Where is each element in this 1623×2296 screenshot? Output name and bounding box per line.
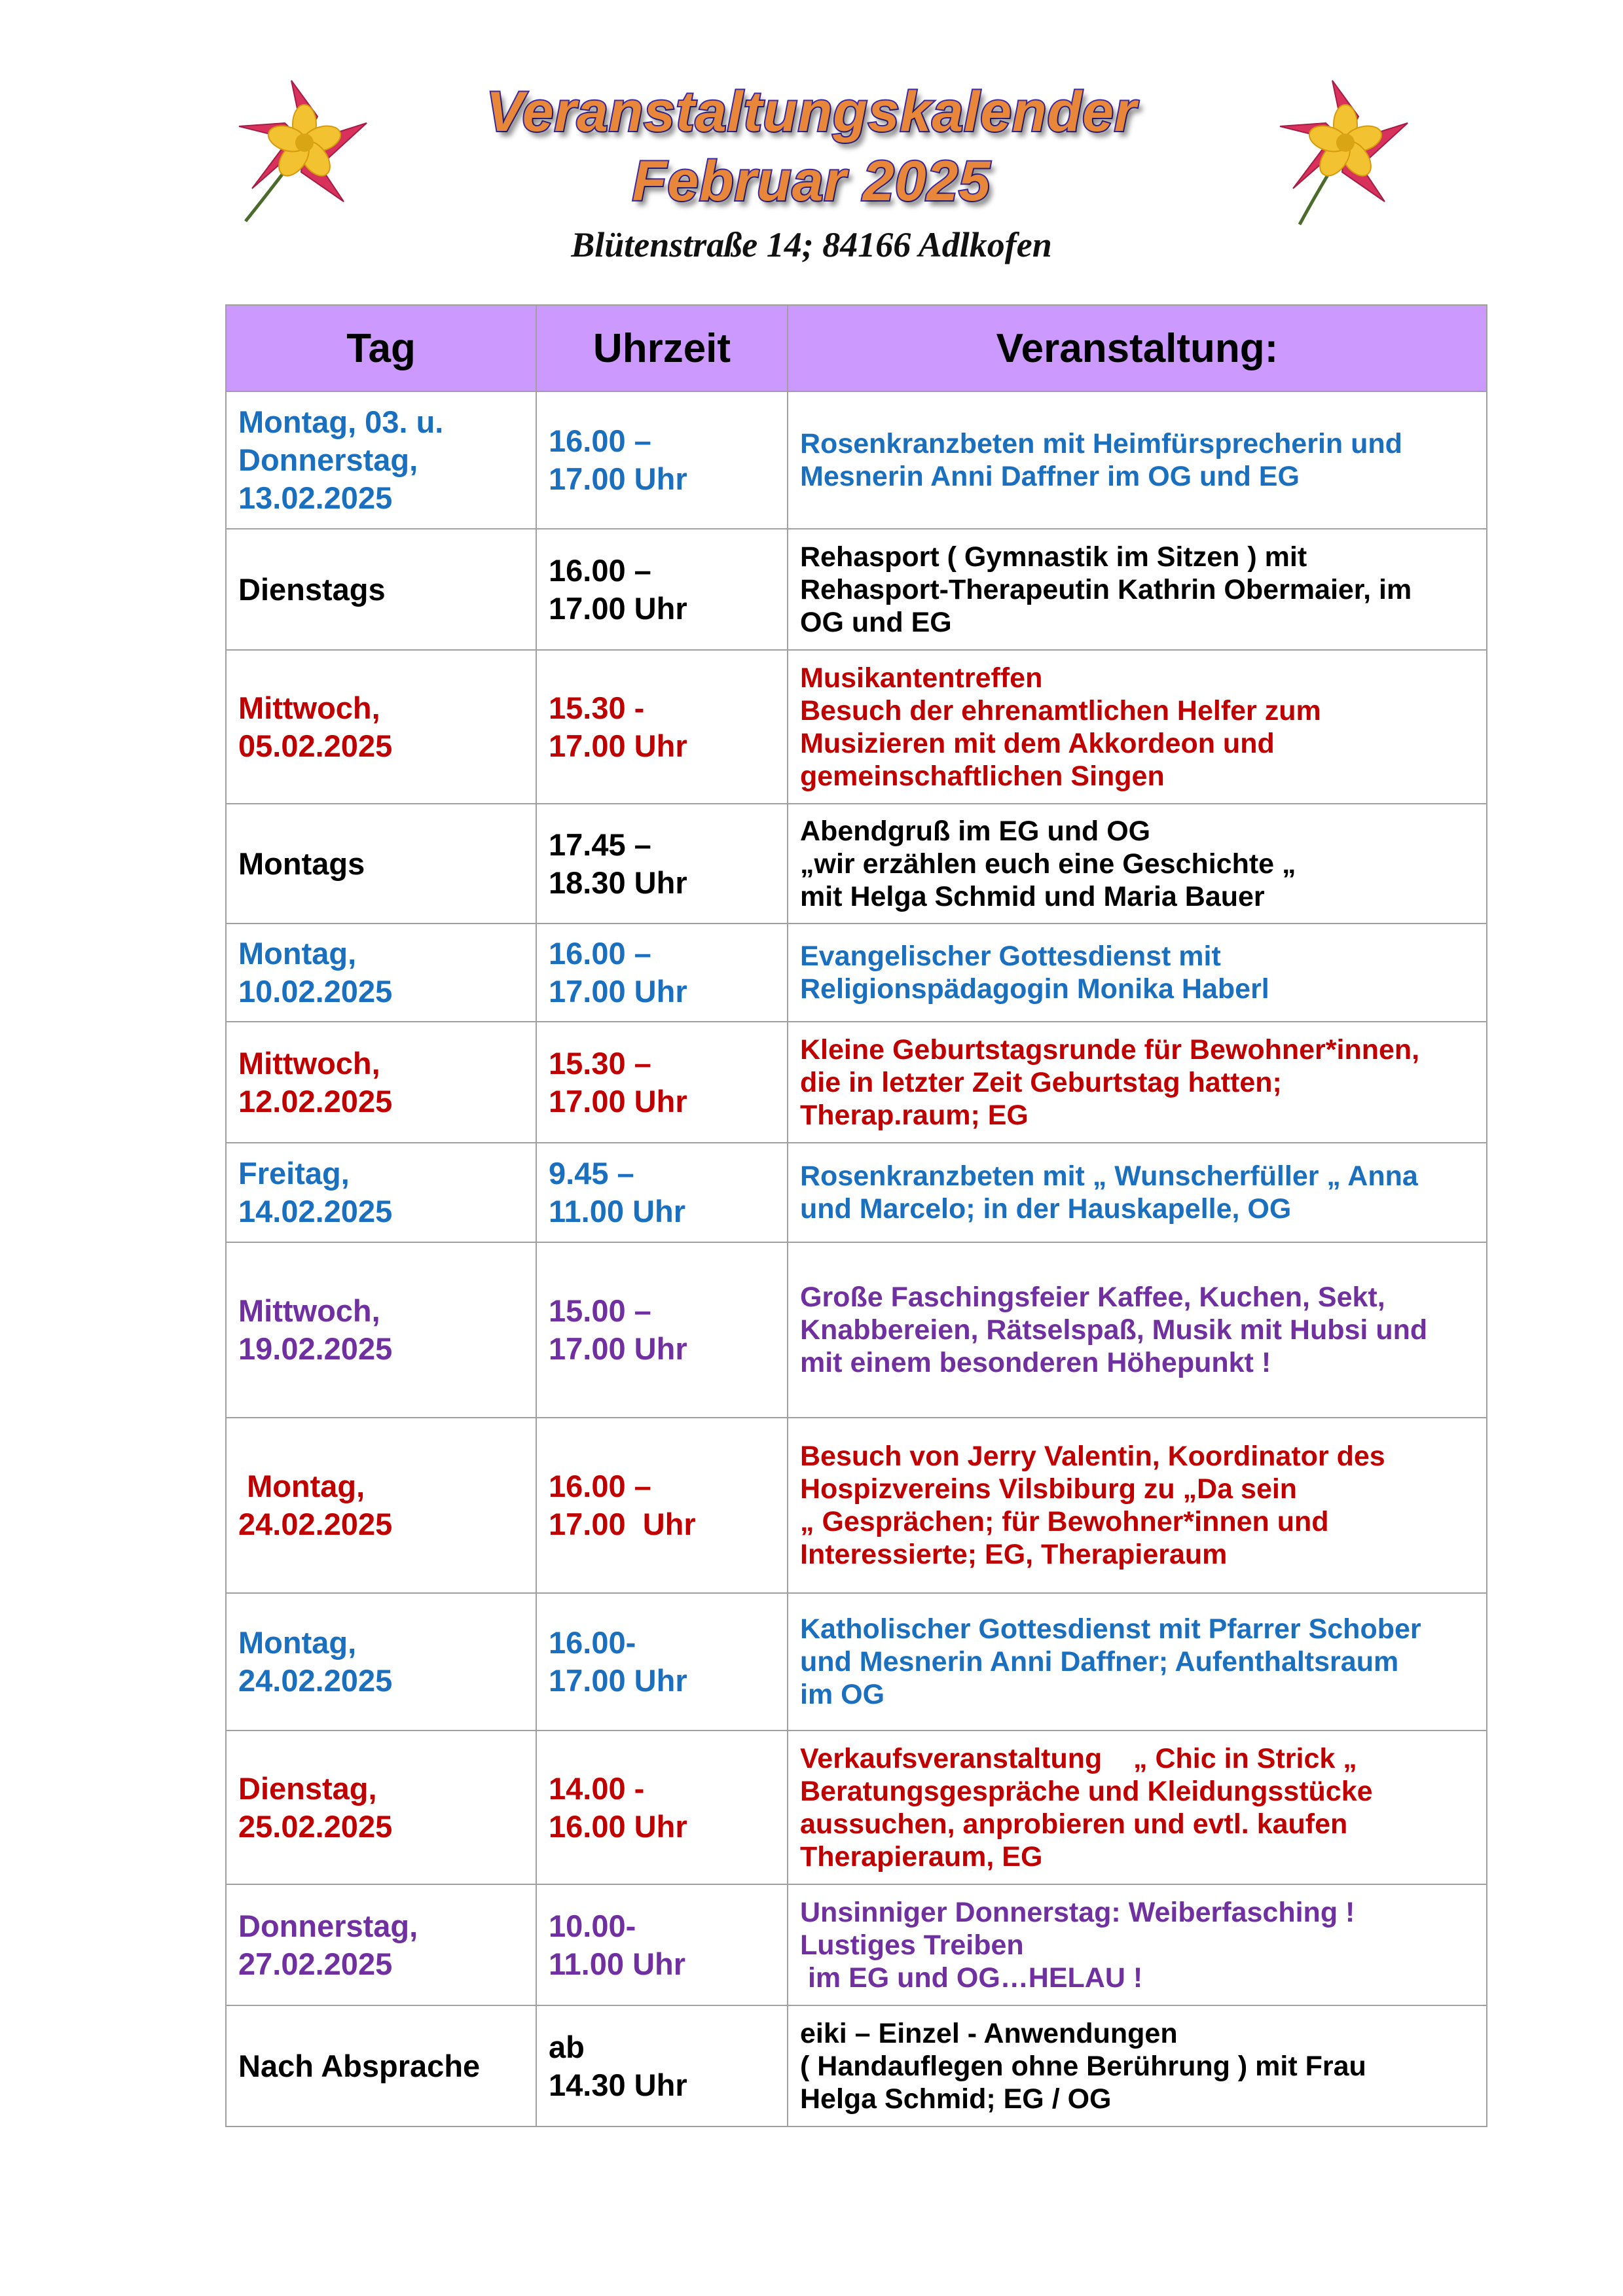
time-cell bbox=[536, 1731, 788, 1884]
time-cell-text: 16.00 – 17.00 Uhr bbox=[549, 936, 687, 1009]
time-cell-text: 16.00 – 17.00 Uhr bbox=[549, 423, 687, 496]
day-cell bbox=[226, 924, 536, 1022]
table-row bbox=[226, 650, 1487, 804]
event-cell bbox=[788, 924, 1487, 1022]
event-cell bbox=[788, 529, 1487, 650]
event-cell-text: Musikantentreffen Besuch der ehrenamtlichen Helfer zum Musizieren mit dem Akkordeon und gemeinschaftlichen Singen bbox=[800, 662, 1321, 792]
time-cell bbox=[536, 529, 788, 650]
time-cell bbox=[536, 924, 788, 1022]
day-cell bbox=[226, 1022, 536, 1143]
day-cell-text: Montag, 03. u. Donnerstag, 13.02.2025 bbox=[238, 404, 444, 515]
day-cell-text: Montag, 24.02.2025 bbox=[238, 1625, 393, 1698]
day-cell bbox=[226, 1418, 536, 1593]
table-row bbox=[226, 391, 1487, 529]
time-cell-text: ab 14.30 Uhr bbox=[549, 2029, 687, 2102]
address-line: Blütenstraße 14; 84166 Adlkofen bbox=[571, 225, 1052, 264]
day-cell bbox=[226, 529, 536, 650]
time-cell bbox=[536, 1143, 788, 1242]
event-cell bbox=[788, 391, 1487, 529]
time-cell-text: 17.45 – 18.30 Uhr bbox=[549, 827, 687, 900]
event-cell bbox=[788, 2005, 1487, 2126]
table-row bbox=[226, 2005, 1487, 2126]
day-cell-text: Montags bbox=[238, 846, 365, 881]
day-cell-text: Donnerstag, 27.02.2025 bbox=[238, 1908, 418, 1981]
day-cell bbox=[226, 1884, 536, 2005]
event-cell-text: Große Faschingsfeier Kaffee, Kuchen, Sekt, Knabbereien, Rätselspaß, Musik mit Hubsi und mit einem besonderen Höhepunkt ! bbox=[800, 1282, 1428, 1378]
day-cell-text: Montag, 10.02.2025 bbox=[238, 936, 393, 1009]
day-cell bbox=[226, 1731, 536, 1884]
event-cell-text: Verkaufsveranstaltung „ Chic in Strick „ Beratungsgespräche und Kleidungsstücke aussuchen, anprobieren und evtl. kaufen Therapieraum, EG bbox=[800, 1742, 1373, 1873]
day-cell-text: Nach Absprache bbox=[238, 2048, 481, 2083]
time-cell-text: 15.30 – 17.00 Uhr bbox=[549, 1045, 687, 1119]
day-cell-text: Freitag, 14.02.2025 bbox=[238, 1156, 393, 1229]
time-cell bbox=[536, 650, 788, 804]
day-cell-text: Dienstags bbox=[238, 571, 386, 607]
time-cell-text: 15.30 - 17.00 Uhr bbox=[549, 690, 687, 763]
table-row bbox=[226, 1731, 1487, 1884]
table-row bbox=[226, 1143, 1487, 1242]
time-cell-text: 9.45 – 11.00 Uhr bbox=[549, 1156, 686, 1229]
event-cell bbox=[788, 650, 1487, 804]
time-cell-text: 16.00 – 17.00 Uhr bbox=[549, 552, 687, 626]
day-cell-text: Mittwoch, 12.02.2025 bbox=[238, 1045, 393, 1119]
time-cell bbox=[536, 1884, 788, 2005]
table-row bbox=[226, 1242, 1487, 1418]
time-cell bbox=[536, 1022, 788, 1143]
day-cell-text: Dienstag, 25.02.2025 bbox=[238, 1770, 393, 1844]
column-header-day: Tag bbox=[226, 305, 536, 391]
event-cell-text: Evangelischer Gottesdienst mit Religionspädagogin Monika Haberl bbox=[800, 941, 1269, 1005]
column-header-time: Uhrzeit bbox=[536, 305, 788, 391]
day-cell bbox=[226, 1593, 536, 1731]
event-cell bbox=[788, 1242, 1487, 1418]
table-row bbox=[226, 924, 1487, 1022]
time-cell bbox=[536, 391, 788, 529]
day-cell-text: Mittwoch, 19.02.2025 bbox=[238, 1293, 393, 1366]
event-cell bbox=[788, 1593, 1487, 1731]
column-header-event: Veranstaltung: bbox=[788, 305, 1487, 391]
time-cell bbox=[536, 2005, 788, 2126]
table-row bbox=[226, 1022, 1487, 1143]
event-cell bbox=[788, 1884, 1487, 2005]
event-cell bbox=[788, 1731, 1487, 1884]
event-cell-text: eiki – Einzel - Anwendungen ( Handauflegen ohne Berührung ) mit Frau Helga Schmid; EG / OG bbox=[800, 2017, 1366, 2115]
time-cell-text: 15.00 – 17.00 Uhr bbox=[549, 1293, 687, 1366]
event-cell-text: Kleine Geburtstagsrunde für Bewohner*innen, die in letzter Zeit Geburtstag hatten; Therap.raum; EG bbox=[800, 1033, 1420, 1131]
event-cell-text: Rosenkranzbeten mit „ Wunscherfüller „ Anna und Marcelo; in der Hauskapelle, OG bbox=[800, 1160, 1418, 1225]
page-subtitle: Februar 2025 bbox=[632, 150, 991, 213]
event-cell-text: Katholischer Gottesdienst mit Pfarrer Schober und Mesnerin Anni Daffner; Aufenthaltsraum im OG bbox=[800, 1613, 1421, 1710]
table-row bbox=[226, 1593, 1487, 1731]
day-cell bbox=[226, 650, 536, 804]
event-calendar-table bbox=[225, 304, 1487, 2127]
day-cell-text: Mittwoch, 05.02.2025 bbox=[238, 690, 393, 763]
event-cell-text: Rehasport ( Gymnastik im Sitzen ) mit Rehasport-Therapeutin Kathrin Obermaier, im OG und EG bbox=[800, 541, 1412, 638]
time-cell-text: 16.00 – 17.00 Uhr bbox=[549, 1469, 696, 1541]
day-cell bbox=[226, 391, 536, 529]
day-cell bbox=[226, 1143, 536, 1242]
table-header-row bbox=[226, 305, 1487, 391]
table-row bbox=[226, 804, 1487, 924]
time-cell bbox=[536, 804, 788, 924]
event-cell bbox=[788, 1418, 1487, 1593]
time-cell-text: 16.00- 17.00 Uhr bbox=[549, 1625, 687, 1698]
event-cell-text: Rosenkranzbeten mit Heimfürsprecherin und Mesnerin Anni Daffner im OG und EG bbox=[800, 428, 1402, 492]
table-row bbox=[226, 529, 1487, 650]
table-row bbox=[226, 1418, 1487, 1593]
event-cell bbox=[788, 1143, 1487, 1242]
day-cell bbox=[226, 804, 536, 924]
page-title: Veranstaltungskalender bbox=[486, 81, 1137, 143]
day-cell bbox=[226, 1242, 536, 1418]
event-cell-text: Abendgruß im EG und OG „wir erzählen euch eine Geschichte „ mit Helga Schmid und Maria Bauer bbox=[800, 815, 1296, 912]
time-cell-text: 10.00- 11.00 Uhr bbox=[549, 1908, 686, 1981]
time-cell bbox=[536, 1418, 788, 1593]
event-cell-text: Besuch von Jerry Valentin, Koordinator des Hospizvereins Vilsbiburg zu „Da sein „ Gesprächen; für Bewohner*innen und Interessierte; EG, Therapieraum bbox=[800, 1441, 1385, 1570]
event-cell bbox=[788, 804, 1487, 924]
event-cell-text: Unsinniger Donnerstag: Weiberfasching ! Lustiges Treiben im EG und OG…HELAU ! bbox=[800, 1896, 1355, 1994]
event-cell bbox=[788, 1022, 1487, 1143]
table-row bbox=[226, 1884, 1487, 2005]
time-cell-text: 14.00 - 16.00 Uhr bbox=[549, 1770, 687, 1844]
time-cell bbox=[536, 1242, 788, 1418]
day-cell bbox=[226, 2005, 536, 2126]
day-cell-text: Montag, 24.02.2025 bbox=[238, 1469, 393, 1541]
time-cell bbox=[536, 1593, 788, 1731]
